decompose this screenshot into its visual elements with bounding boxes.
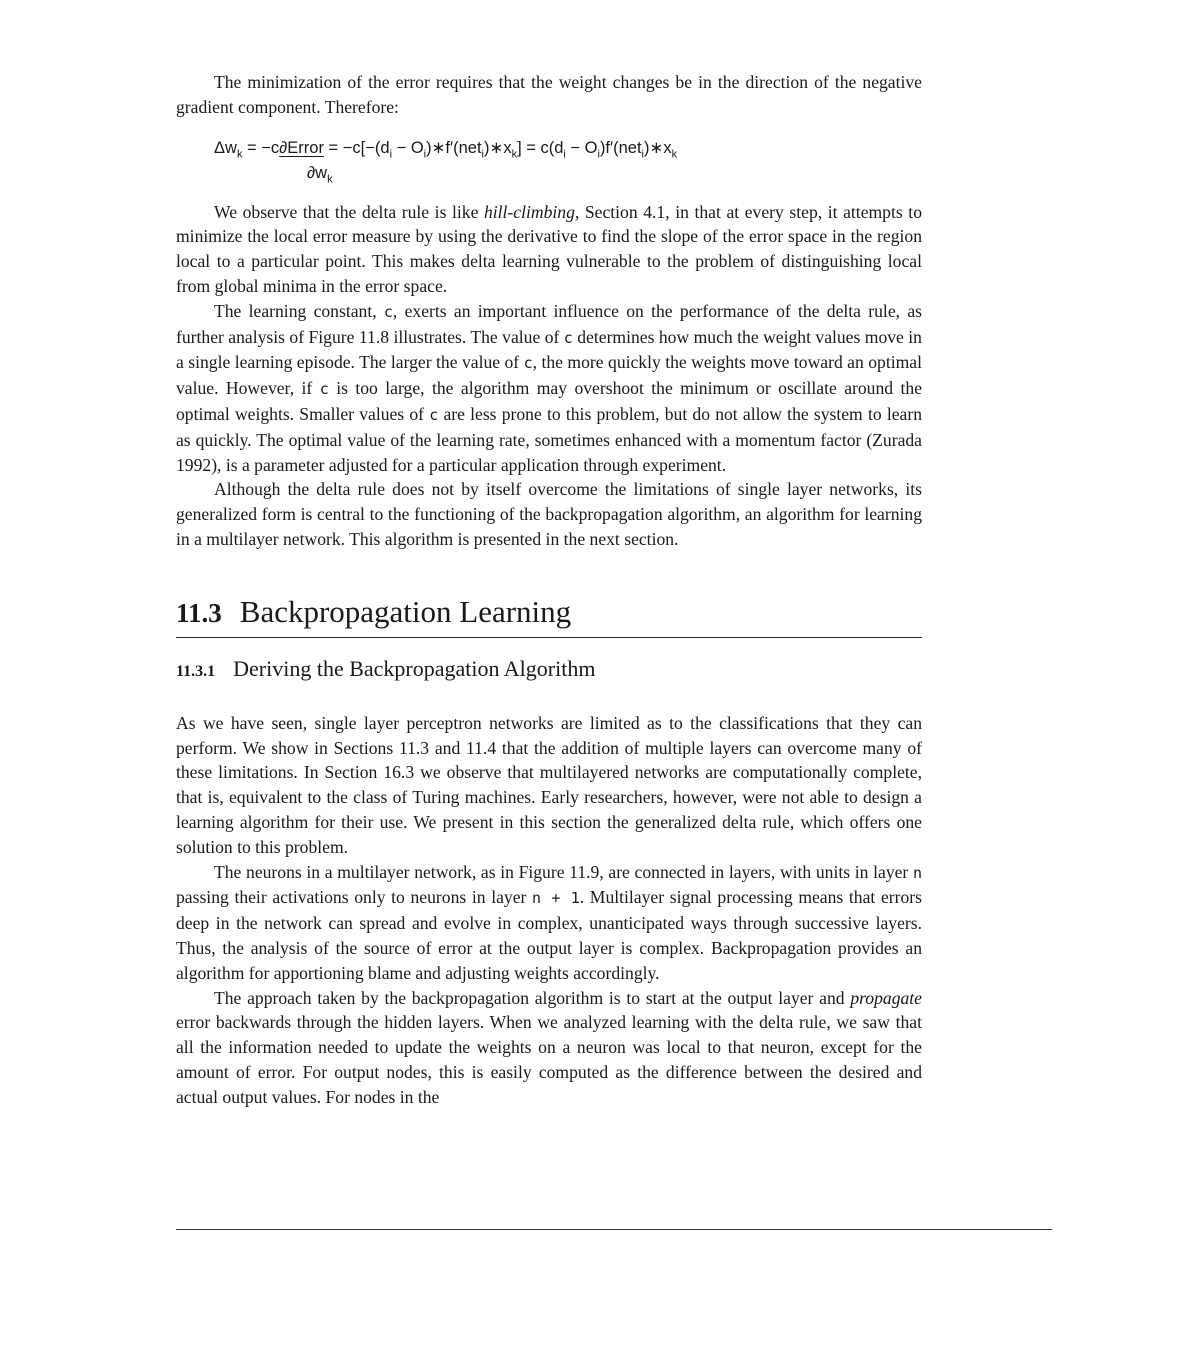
eq-term: = −c[−(d	[323, 138, 390, 157]
text-run: . Multilayer signal processing means that errors deep in the network can spread and evolve in complex, unanticipated ways through successive layers. Thus, the analysis of the source of error at the output layer is complex. Backpropagation provides an algorithm for apportioning blame and adjusting weights accordingly.	[176, 887, 922, 983]
code-variable: c	[319, 380, 329, 399]
paragraph-single-layer-limits: As we have seen, single layer perceptron networks are limited as to the classifications that they can perform. We show in Sections 11.3 and 11.4 that the addition of multiple layers can overcome many of these limitations. In Section 16.3 we observe that multilayered networks are computationally complete, that is, equivalent to the class of Turing machines. Early researchers, however, were not able to design a learning algorithm for their use. We present in this section the generalized delta rule, which offers one solution to this problem.	[176, 712, 922, 857]
emphasis-text: hill-climbing,	[483, 201, 580, 222]
equation-main-line	[214, 138, 677, 160]
text-run: The approach taken by the backpropagation algorithm is to start at the output layer and	[214, 987, 851, 1008]
text-run: determines how much the weight values move in a single learning episode. The larger the value of	[176, 326, 922, 373]
eq-term: )∗x	[644, 138, 672, 157]
eq-sub: i	[423, 147, 427, 160]
text-run: The neurons in a multilayer network, as in Figure 11.9, are connected in layers, with units in layer	[214, 861, 913, 882]
code-variable: n	[912, 863, 922, 882]
footer-rule	[176, 1229, 1052, 1230]
paragraph-multilayer-network	[176, 860, 922, 986]
eq-numerator: ∂Error	[279, 138, 324, 157]
eq-term: )f′(net	[599, 138, 642, 157]
eq-term: − O	[392, 138, 424, 157]
text-run: , exerts an important influence on the performance of the delta rule, as further analysis of Figure 11.8 illustrates. The value of	[176, 300, 922, 347]
equation-denominator	[307, 164, 333, 185]
eq-sub: k	[327, 172, 333, 185]
paragraph-error-minimization: The minimization of the error requires that the weight changes be in the direction of the negative gradient component. Therefore:	[176, 72, 922, 117]
code-variable: c	[429, 405, 439, 424]
text-run: The learning constant,	[214, 300, 384, 321]
section-heading	[176, 590, 922, 638]
emphasis-text: propagate	[850, 987, 922, 1008]
text-run: is too large, the algorithm may overshoot the minimum or oscillate around the optimal weights. Smaller values of	[176, 378, 923, 424]
text-column	[176, 70, 922, 1110]
subsection-number: 11.3.1	[176, 662, 216, 680]
paragraph-backprop-approach	[176, 986, 922, 1110]
paragraph-hill-climbing	[176, 200, 922, 299]
text-run: Section 4.1, in that at every step, it attempts to minimize the local error measure by using the derivative to find the slope of the error space in the region local to a particular point. This makes delta learning vulnerable to the problem of distinguishing local from global minima in the error space.	[176, 201, 922, 296]
text-run: We observe that the delta rule is like	[214, 201, 484, 222]
eq-denominator: ∂w	[307, 163, 328, 182]
eq-sub: i	[481, 147, 484, 160]
eq-term: ] = c(d	[517, 138, 564, 157]
eq-sub: i	[389, 147, 393, 160]
text-run: error backwards through the hidden layers. When we analyzed learning with the delta rule, we saw that all the information needed to update the weights on a neuron was local to that neuron, except for the amount of error. For output nodes, this is easily computed as the difference between the desired and actual output values. For nodes in the	[176, 1012, 922, 1107]
paragraph-learning-constant	[176, 299, 922, 478]
eq-term: = −c	[242, 138, 280, 157]
code-variable: n + 1	[532, 889, 580, 908]
paragraph-generalized-form: Although the delta rule does not by itself overcome the limitations of single layer networks, its generalized form is central to the functioning of the backpropagation algorithm, an algorithm for learning in a multilayer network. This algorithm is presented in the next section.	[176, 479, 922, 549]
text-run: are less prone to this problem, but do not allow the system to learn as quickly. The optimal value of the learning rate, sometimes enhanced with a momentum factor (Zurada 1992), is a parameter adjusted for a particular application through experiment.	[176, 403, 922, 475]
code-variable: c	[563, 328, 573, 347]
text-run: , the more quickly the weights move toward an optimal value. However, if	[176, 352, 922, 399]
text-run: passing their activations only to neurons in layer	[176, 887, 533, 908]
eq-lhs: Δw	[214, 138, 237, 157]
subsection-heading	[176, 652, 922, 689]
eq-sub: i	[641, 147, 644, 160]
eq-term: − O	[565, 138, 598, 157]
eq-sub: i	[563, 147, 566, 160]
eq-sub: k	[236, 147, 243, 160]
code-variable: c	[383, 302, 393, 321]
eq-sub: i	[597, 147, 600, 160]
delta-rule-equation	[176, 132, 922, 192]
subsection-title: Deriving the Backpropagation Algorithm	[233, 655, 596, 681]
section-title: Backpropagation Learning	[239, 593, 572, 629]
eq-sub: k	[511, 147, 518, 160]
eq-term: )∗x	[484, 138, 512, 157]
section-number: 11.3	[176, 597, 222, 628]
eq-term: )∗f′(net	[426, 138, 482, 157]
code-variable: c	[523, 354, 533, 373]
eq-sub: k	[671, 147, 678, 160]
